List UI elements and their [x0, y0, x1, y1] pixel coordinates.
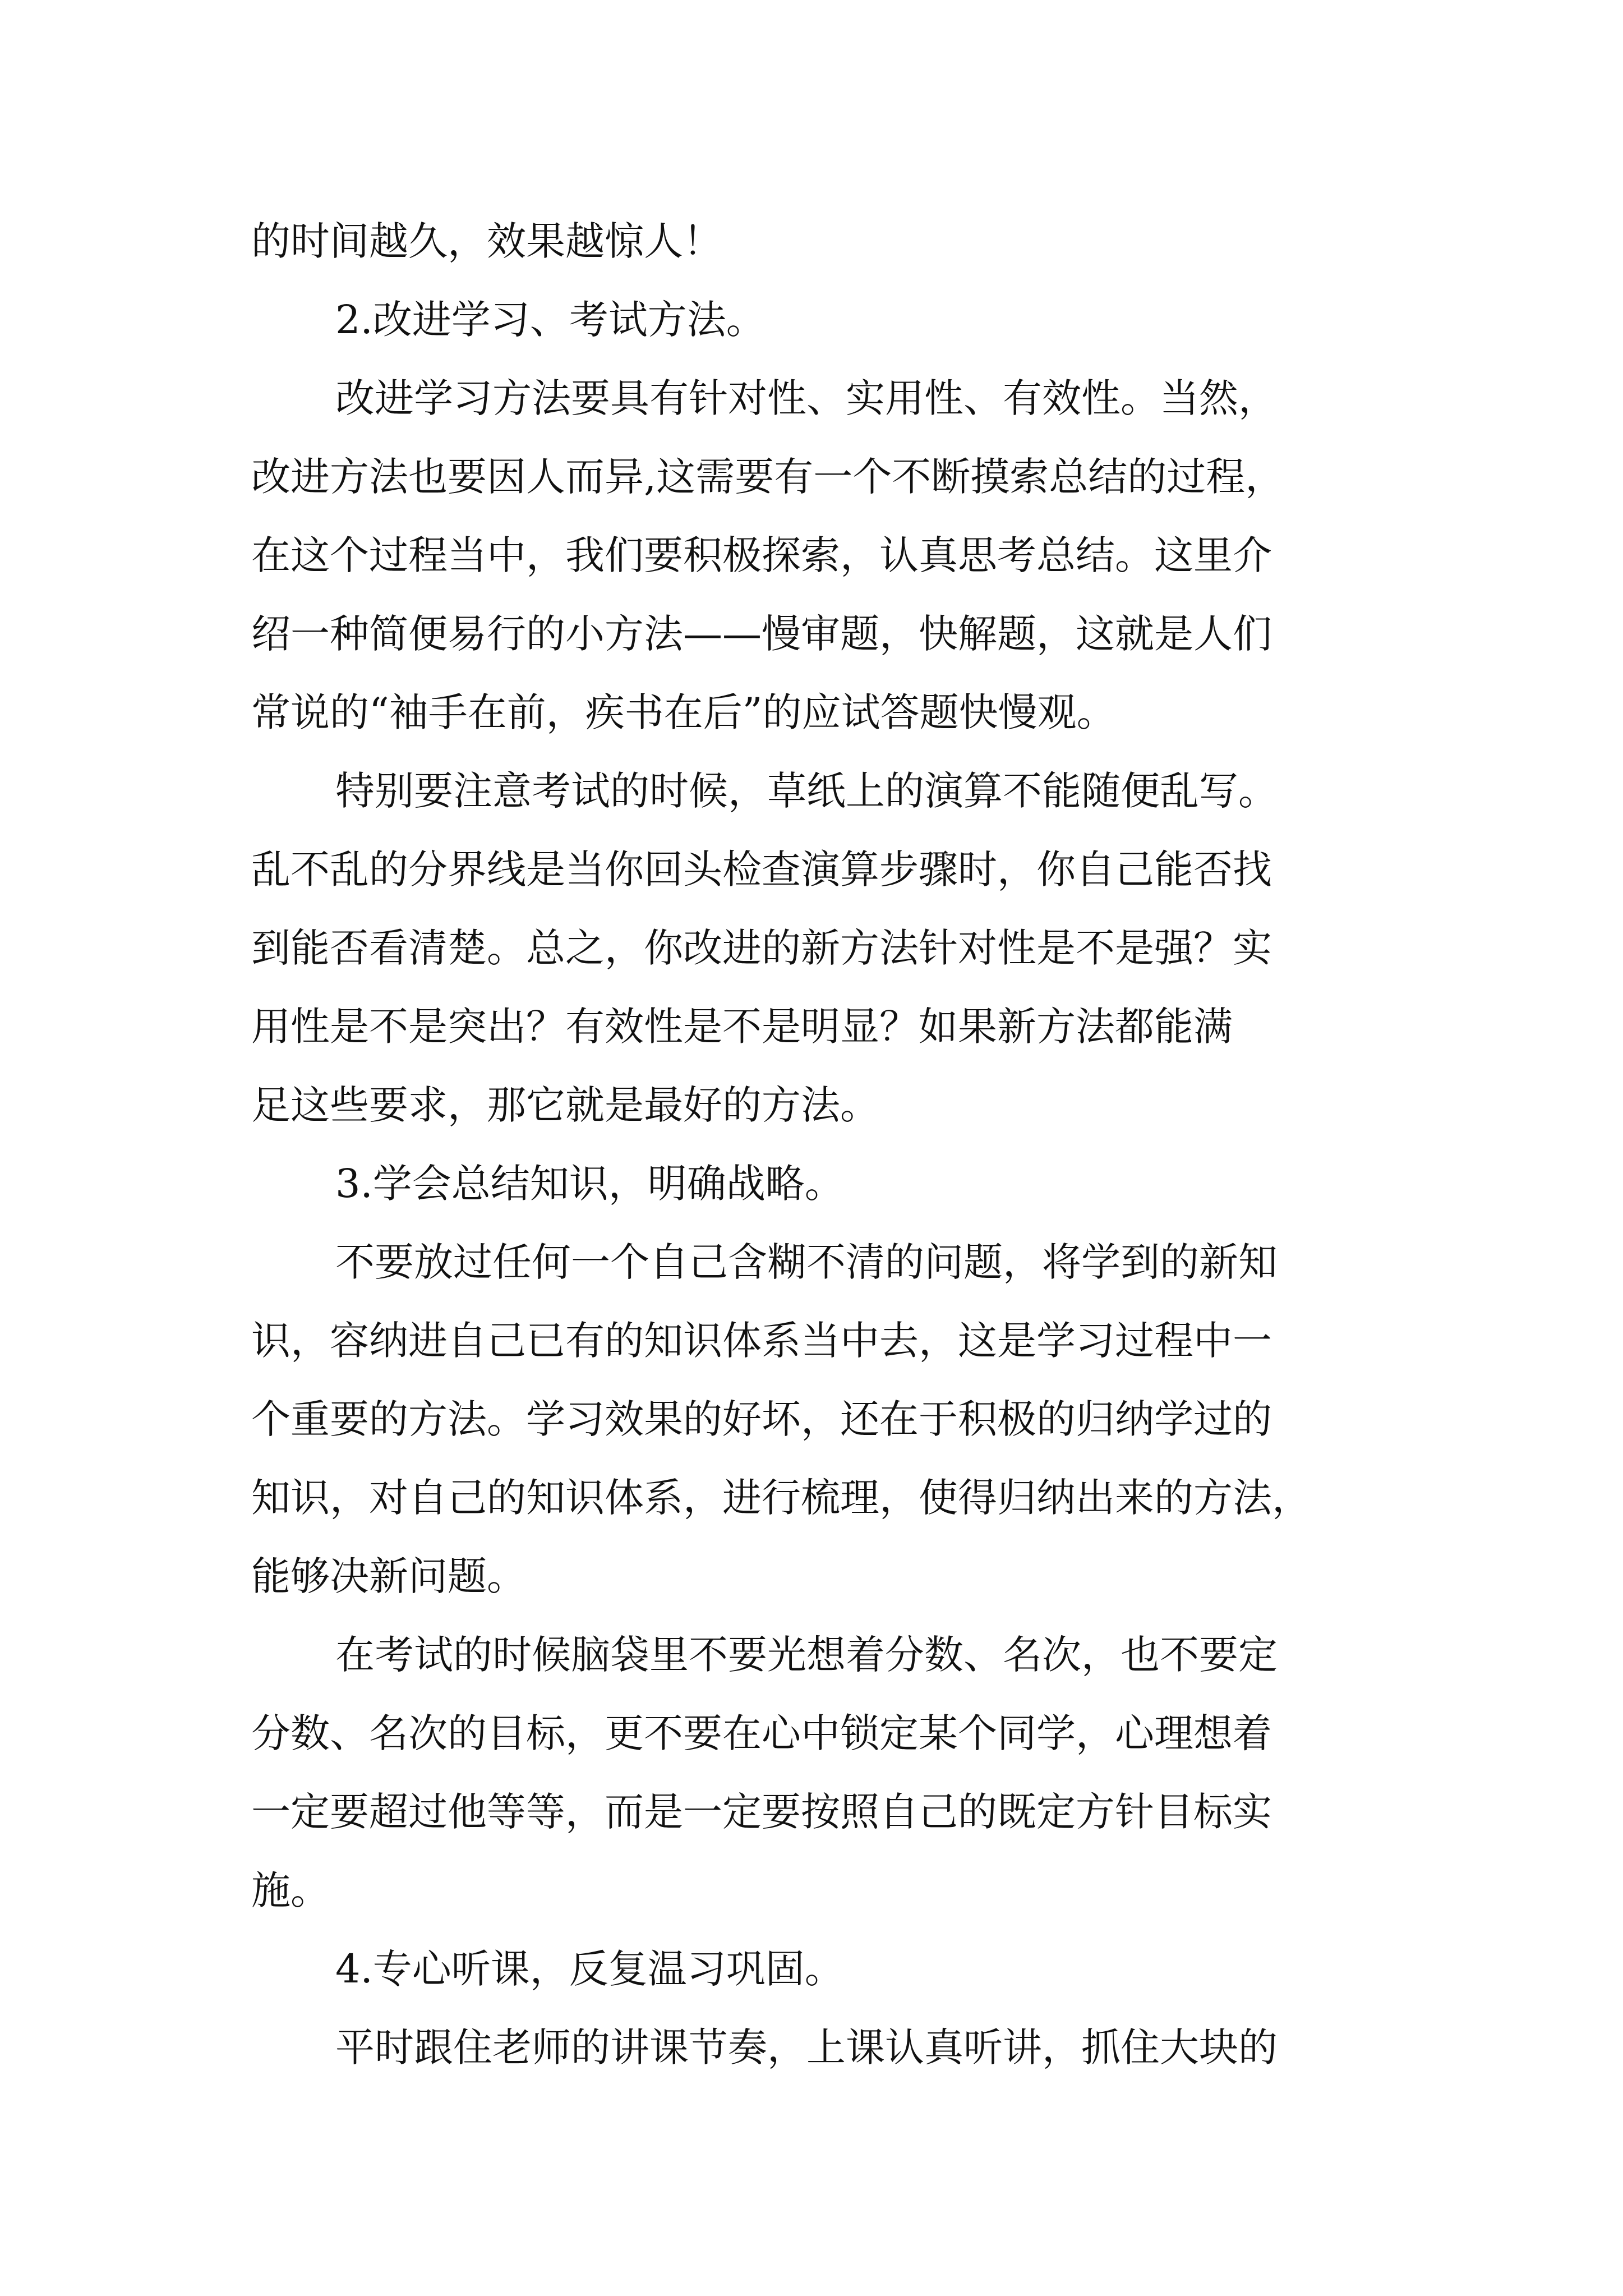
paragraph-line: 在这个过程当中，我们要积极探索，认真思考总结。这里介	[251, 532, 1272, 578]
paragraph-line: 个重要的方法。学习效果的好坏，还在于积极的归纳学过的	[251, 1396, 1272, 1442]
paragraph-line: 常说的“袖手在前，疾书在后”的应试答题快慢观。	[251, 689, 1116, 735]
paragraph-line: 乱不乱的分界线是当你回头检查演算步骤时，你自己能否找	[251, 846, 1272, 892]
paragraph-line: 分数、名次的目标，更不要在心中锁定某个同学，心理想着	[251, 1710, 1272, 1756]
paragraph-line: 改进方法也要因人而异,这需要有一个不断摸索总结的过程，	[251, 454, 1285, 500]
paragraph-line: 能够决新问题。	[251, 1553, 526, 1599]
paragraph-line: 改进学习方法要具有针对性、实用性、有效性。当然，	[335, 375, 1278, 421]
paragraph-line: 识，容纳进自己已有的知识体系当中去，这是学习过程中一	[251, 1318, 1272, 1364]
paragraph-line: 特别要注意考试的时候，草纸上的演算不能随便乱写。	[335, 768, 1278, 814]
section-heading: 3.学会总结知识，明确战略。	[335, 1161, 844, 1207]
section-heading: 2.改进学习、考试方法。	[335, 297, 766, 343]
text-line: 的时间越久，效果越惊人！	[251, 218, 722, 264]
paragraph-line: 用性是不是突出？有效性是不是明显？如果新方法都能满	[251, 1004, 1233, 1050]
paragraph-line: 一定要超过他等等，而是一定要按照自己的既定方针目标实	[251, 1789, 1272, 1835]
paragraph-line: 不要放过任何一个自己含糊不清的问题，将学到的新知	[335, 1239, 1278, 1285]
paragraph-line: 绍一种简便易行的小方法——慢审题，快解题，这就是人们	[251, 611, 1272, 657]
paragraph-line: 到能否看清楚。总之，你改进的新方法针对性是不是强？实	[251, 925, 1272, 971]
paragraph-line: 平时跟住老师的讲课节奏，上课认真听讲，抓住大块的	[335, 2024, 1278, 2070]
paragraph-line: 知识，对自己的知识体系，进行梳理，使得归纳出来的方法，	[251, 1475, 1311, 1521]
paragraph-line: 在考试的时候脑袋里不要光想着分数、名次，也不要定	[335, 1632, 1278, 1678]
section-heading: 4.专心听课，反复温习巩固。	[335, 1946, 844, 1992]
paragraph-line: 施。	[251, 1867, 330, 1913]
paragraph-line: 足这些要求，那它就是最好的方法。	[251, 1082, 879, 1128]
